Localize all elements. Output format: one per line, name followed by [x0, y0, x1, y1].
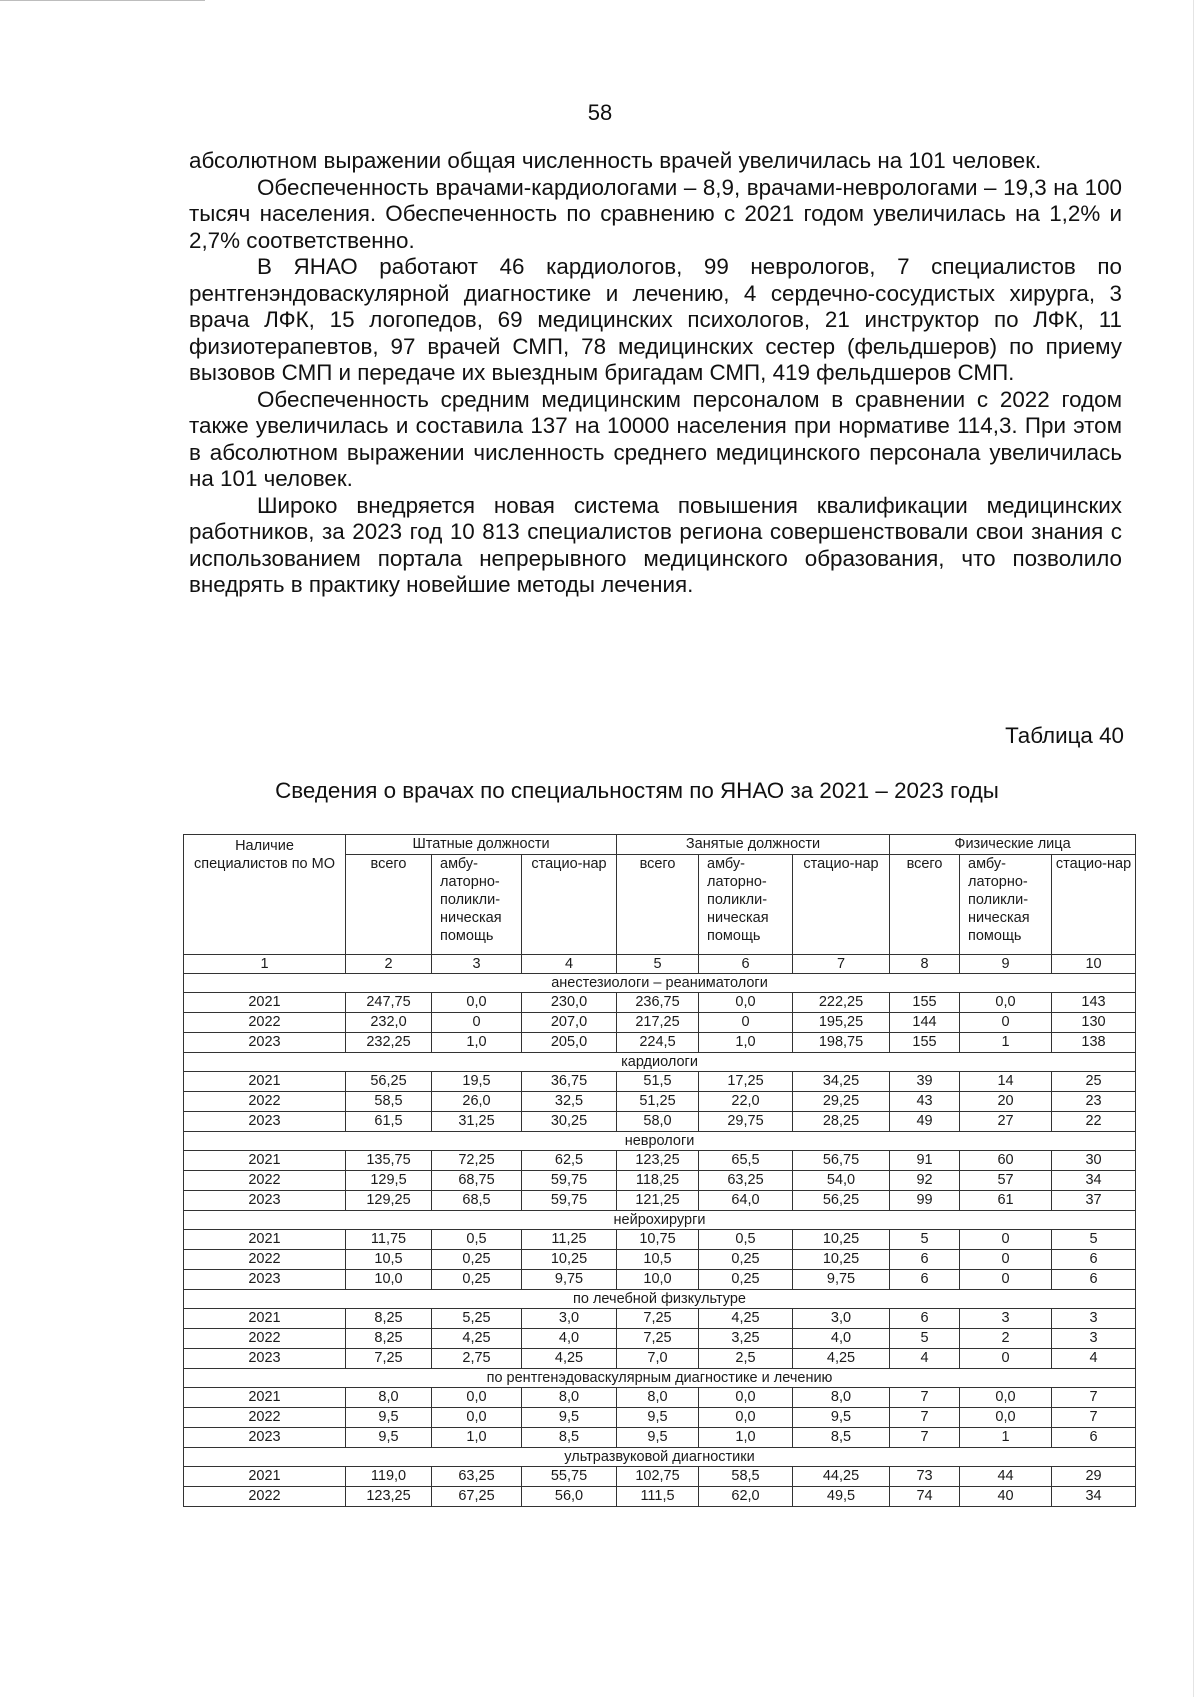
- value-cell: 0,0: [960, 1388, 1052, 1408]
- value-cell: 5: [890, 1329, 960, 1349]
- value-cell: 111,5: [617, 1487, 699, 1507]
- table-row: [184, 1309, 1136, 1329]
- column-number: 5: [617, 955, 699, 974]
- table-row: [184, 1112, 1136, 1132]
- year-cell: 2021: [184, 1388, 346, 1408]
- subheader-total: всего: [346, 855, 432, 955]
- value-cell: 29: [1052, 1467, 1136, 1487]
- section-title: нейрохирурги: [184, 1211, 1136, 1230]
- value-cell: 10,25: [793, 1250, 890, 1270]
- value-cell: 72,25: [432, 1151, 522, 1171]
- subheader-total: всего: [617, 855, 699, 955]
- value-cell: 73: [890, 1467, 960, 1487]
- value-cell: 9,5: [617, 1408, 699, 1428]
- table-row: [184, 1171, 1136, 1191]
- value-cell: 22,0: [699, 1092, 793, 1112]
- value-cell: 0: [699, 1013, 793, 1033]
- value-cell: 54,0: [793, 1171, 890, 1191]
- value-cell: 0,0: [699, 993, 793, 1013]
- paragraph: В ЯНАО работают 46 кардиологов, 99 неврологов, 7 специалистов по рентгенэндоваскулярной диагностике и лечению, 4 сердечно-сосудистых хирурга, 3 врача ЛФК, 15 логопедов, 69 медицинских психологов, 21 инструктор по ЛФК, 11 физиотерапевтов, 97 врачей СМП, 78 медицинских сестер (фельдшеров) по приему вызовов СМП и передаче их выездным бригадам СМП, 419 фельдшеров СМП.: [189, 254, 1122, 385]
- section-title: анестезиологи – реаниматологи: [184, 974, 1136, 993]
- table-row: [184, 1092, 1136, 1112]
- value-cell: 34,25: [793, 1072, 890, 1092]
- value-cell: 232,25: [346, 1033, 432, 1053]
- year-cell: 2022: [184, 1250, 346, 1270]
- value-cell: 67,25: [432, 1487, 522, 1507]
- value-cell: 143: [1052, 993, 1136, 1013]
- value-cell: 3: [1052, 1309, 1136, 1329]
- value-cell: 144: [890, 1013, 960, 1033]
- value-cell: 247,75: [346, 993, 432, 1013]
- value-cell: 58,0: [617, 1112, 699, 1132]
- value-cell: 198,75: [793, 1033, 890, 1053]
- value-cell: 4,0: [793, 1329, 890, 1349]
- table-row: [184, 1033, 1136, 1053]
- value-cell: 11,75: [346, 1230, 432, 1250]
- year-cell: 2023: [184, 1270, 346, 1290]
- paragraph: Обеспеченность врачами-кардиологами – 8,9, врачами-неврологами – 19,3 на 100 тысяч населения. Обеспеченность по сравнению с 2021 годом увеличилась на 1,2% и 2,7% соответственно.: [189, 174, 1122, 253]
- column-number-row: [184, 955, 1136, 974]
- value-cell: 7: [890, 1388, 960, 1408]
- scan-edge-line: [0, 0, 205, 1]
- column-number: 8: [890, 955, 960, 974]
- section-row: [184, 974, 1136, 993]
- year-cell: 2022: [184, 1171, 346, 1191]
- year-cell: 2021: [184, 1467, 346, 1487]
- value-cell: 123,25: [346, 1487, 432, 1507]
- value-cell: 39: [890, 1072, 960, 1092]
- value-cell: 0: [432, 1013, 522, 1033]
- value-cell: 56,25: [346, 1072, 432, 1092]
- value-cell: 51,25: [617, 1092, 699, 1112]
- value-cell: 0: [960, 1270, 1052, 1290]
- value-cell: 28,25: [793, 1112, 890, 1132]
- value-cell: 0,25: [432, 1250, 522, 1270]
- value-cell: 7: [890, 1428, 960, 1448]
- value-cell: 59,75: [522, 1191, 617, 1211]
- table-row: [184, 1151, 1136, 1171]
- value-cell: 1: [960, 1033, 1052, 1053]
- value-cell: 34: [1052, 1487, 1136, 1507]
- value-cell: 2,5: [699, 1349, 793, 1369]
- value-cell: 8,0: [617, 1388, 699, 1408]
- table-row: [184, 1428, 1136, 1448]
- value-cell: 99: [890, 1191, 960, 1211]
- year-cell: 2023: [184, 1033, 346, 1053]
- year-cell: 2021: [184, 1151, 346, 1171]
- value-cell: 0,5: [699, 1230, 793, 1250]
- year-cell: 2022: [184, 1092, 346, 1112]
- table-row: [184, 1349, 1136, 1369]
- table-row: [184, 1013, 1136, 1033]
- paragraph: Обеспеченность средним медицинским персоналом в сравнении с 2022 годом также увеличилась и составила 137 на 10000 населения при нормативе 114,3. При этом в абсолютном выражении численность среднего медицинского персонала увеличилась на 101 человек.: [189, 386, 1122, 491]
- value-cell: 0,0: [432, 993, 522, 1013]
- section-title: по рентгенэдоваскулярным диагностике и лечению: [184, 1369, 1136, 1388]
- value-cell: 61,5: [346, 1112, 432, 1132]
- value-cell: 57: [960, 1171, 1052, 1191]
- value-cell: 74: [890, 1487, 960, 1507]
- value-cell: 4,25: [432, 1329, 522, 1349]
- value-cell: 5: [890, 1230, 960, 1250]
- value-cell: 64,0: [699, 1191, 793, 1211]
- scan-edge-shadow: [1193, 0, 1194, 1697]
- header-group-occupied-positions: Занятые должности: [617, 835, 890, 855]
- column-number: 1: [184, 955, 346, 974]
- value-cell: 0,5: [432, 1230, 522, 1250]
- subheader-outpatient: амбу-латорно-поликли-ническая помощь: [432, 855, 522, 955]
- value-cell: 0,0: [699, 1388, 793, 1408]
- subheader-inpatient: стацио-нар: [1052, 855, 1136, 955]
- value-cell: 7,0: [617, 1349, 699, 1369]
- value-cell: 3: [1052, 1329, 1136, 1349]
- value-cell: 9,5: [346, 1428, 432, 1448]
- value-cell: 14: [960, 1072, 1052, 1092]
- value-cell: 91: [890, 1151, 960, 1171]
- value-cell: 62,0: [699, 1487, 793, 1507]
- value-cell: 0,25: [699, 1270, 793, 1290]
- value-cell: 4,0: [522, 1329, 617, 1349]
- value-cell: 0,0: [960, 1408, 1052, 1428]
- subheader-total: всего: [890, 855, 960, 955]
- value-cell: 60: [960, 1151, 1052, 1171]
- value-cell: 1: [960, 1428, 1052, 1448]
- value-cell: 0: [960, 1230, 1052, 1250]
- value-cell: 4: [1052, 1349, 1136, 1369]
- value-cell: 207,0: [522, 1013, 617, 1033]
- value-cell: 0,25: [432, 1270, 522, 1290]
- body-text: [189, 148, 1122, 599]
- value-cell: 10,0: [617, 1270, 699, 1290]
- value-cell: 11,25: [522, 1230, 617, 1250]
- value-cell: 8,5: [793, 1428, 890, 1448]
- section-title: по лечебной физкультуре: [184, 1290, 1136, 1309]
- table-row: [184, 1329, 1136, 1349]
- value-cell: 155: [890, 1033, 960, 1053]
- value-cell: 5,25: [432, 1309, 522, 1329]
- section-row: [184, 1290, 1136, 1309]
- table-row: [184, 993, 1136, 1013]
- value-cell: 4,25: [793, 1349, 890, 1369]
- value-cell: 10,0: [346, 1270, 432, 1290]
- value-cell: 155: [890, 993, 960, 1013]
- value-cell: 17,25: [699, 1072, 793, 1092]
- column-number: 10: [1052, 955, 1136, 974]
- value-cell: 6: [1052, 1270, 1136, 1290]
- value-cell: 222,25: [793, 993, 890, 1013]
- year-cell: 2021: [184, 1072, 346, 1092]
- value-cell: 7,25: [617, 1329, 699, 1349]
- value-cell: 4: [890, 1349, 960, 1369]
- value-cell: 68,5: [432, 1191, 522, 1211]
- value-cell: 217,25: [617, 1013, 699, 1033]
- table-row: [184, 1467, 1136, 1487]
- value-cell: 63,25: [432, 1467, 522, 1487]
- column-number: 9: [960, 955, 1052, 974]
- value-cell: 10,25: [793, 1230, 890, 1250]
- value-cell: 56,25: [793, 1191, 890, 1211]
- value-cell: 195,25: [793, 1013, 890, 1033]
- value-cell: 26,0: [432, 1092, 522, 1112]
- value-cell: 9,5: [522, 1408, 617, 1428]
- value-cell: 10,25: [522, 1250, 617, 1270]
- year-cell: 2022: [184, 1408, 346, 1428]
- value-cell: 8,0: [522, 1388, 617, 1408]
- value-cell: 25: [1052, 1072, 1136, 1092]
- value-cell: 58,5: [346, 1092, 432, 1112]
- section-row: [184, 1132, 1136, 1151]
- value-cell: 37: [1052, 1191, 1136, 1211]
- value-cell: 138: [1052, 1033, 1136, 1053]
- year-cell: 2022: [184, 1013, 346, 1033]
- year-cell: 2021: [184, 1230, 346, 1250]
- section-title: кардиологи: [184, 1053, 1136, 1072]
- value-cell: 43: [890, 1092, 960, 1112]
- value-cell: 8,0: [346, 1388, 432, 1408]
- value-cell: 92: [890, 1171, 960, 1191]
- value-cell: 1,0: [432, 1033, 522, 1053]
- value-cell: 65,5: [699, 1151, 793, 1171]
- subheader-outpatient: амбу-латорно-поликли-ническая помощь: [960, 855, 1052, 955]
- value-cell: 8,5: [522, 1428, 617, 1448]
- year-cell: 2022: [184, 1329, 346, 1349]
- table-row: [184, 1230, 1136, 1250]
- value-cell: 51,5: [617, 1072, 699, 1092]
- year-cell: 2023: [184, 1191, 346, 1211]
- value-cell: 56,75: [793, 1151, 890, 1171]
- value-cell: 44,25: [793, 1467, 890, 1487]
- value-cell: 6: [1052, 1250, 1136, 1270]
- value-cell: 19,5: [432, 1072, 522, 1092]
- paragraph: абсолютном выражении общая численность врачей увеличилась на 101 человек.: [189, 148, 1042, 173]
- value-cell: 0,0: [960, 993, 1052, 1013]
- value-cell: 61: [960, 1191, 1052, 1211]
- table-row: [184, 1388, 1136, 1408]
- value-cell: 9,75: [522, 1270, 617, 1290]
- value-cell: 205,0: [522, 1033, 617, 1053]
- value-cell: 7,25: [346, 1349, 432, 1369]
- value-cell: 6: [890, 1270, 960, 1290]
- value-cell: 7: [1052, 1408, 1136, 1428]
- value-cell: 3,0: [793, 1309, 890, 1329]
- subheader-inpatient: стацио-нар: [522, 855, 617, 955]
- header-group-staff-positions: Штатные должности: [346, 835, 617, 855]
- value-cell: 0,25: [699, 1250, 793, 1270]
- value-cell: 224,5: [617, 1033, 699, 1053]
- value-cell: 7,25: [617, 1309, 699, 1329]
- table-row: [184, 1408, 1136, 1428]
- value-cell: 6: [890, 1250, 960, 1270]
- value-cell: 0,0: [432, 1388, 522, 1408]
- value-cell: 121,25: [617, 1191, 699, 1211]
- value-cell: 7: [890, 1408, 960, 1428]
- value-cell: 0: [960, 1349, 1052, 1369]
- column-number: 2: [346, 955, 432, 974]
- value-cell: 29,75: [699, 1112, 793, 1132]
- value-cell: 102,75: [617, 1467, 699, 1487]
- value-cell: 2: [960, 1329, 1052, 1349]
- value-cell: 9,5: [617, 1428, 699, 1448]
- value-cell: 6: [1052, 1428, 1136, 1448]
- value-cell: 7: [1052, 1388, 1136, 1408]
- value-cell: 6: [890, 1309, 960, 1329]
- value-cell: 8,25: [346, 1329, 432, 1349]
- year-cell: 2023: [184, 1112, 346, 1132]
- section-title: неврологи: [184, 1132, 1136, 1151]
- value-cell: 1,0: [699, 1428, 793, 1448]
- value-cell: 30: [1052, 1151, 1136, 1171]
- value-cell: 3: [960, 1309, 1052, 1329]
- value-cell: 34: [1052, 1171, 1136, 1191]
- value-cell: 0: [960, 1250, 1052, 1270]
- value-cell: 58,5: [699, 1467, 793, 1487]
- value-cell: 62,5: [522, 1151, 617, 1171]
- table-row: [184, 1270, 1136, 1290]
- value-cell: 2,75: [432, 1349, 522, 1369]
- value-cell: 0: [960, 1013, 1052, 1033]
- value-cell: 23: [1052, 1092, 1136, 1112]
- value-cell: 22: [1052, 1112, 1136, 1132]
- value-cell: 9,5: [793, 1408, 890, 1428]
- section-row: [184, 1053, 1136, 1072]
- value-cell: 4,25: [699, 1309, 793, 1329]
- header-group-individuals: Физические лица: [890, 835, 1136, 855]
- value-cell: 49: [890, 1112, 960, 1132]
- value-cell: 0,0: [432, 1408, 522, 1428]
- value-cell: 118,25: [617, 1171, 699, 1191]
- value-cell: 230,0: [522, 993, 617, 1013]
- value-cell: 129,25: [346, 1191, 432, 1211]
- value-cell: 0,0: [699, 1408, 793, 1428]
- value-cell: 4,25: [522, 1349, 617, 1369]
- value-cell: 236,75: [617, 993, 699, 1013]
- table-label: Таблица 40: [1005, 723, 1124, 748]
- subheader-outpatient: амбу-латорно-поликли-ническая помощь: [699, 855, 793, 955]
- value-cell: 3,0: [522, 1309, 617, 1329]
- value-cell: 49,5: [793, 1487, 890, 1507]
- column-number: 7: [793, 955, 890, 974]
- value-cell: 9,5: [346, 1408, 432, 1428]
- year-cell: 2021: [184, 1309, 346, 1329]
- value-cell: 63,25: [699, 1171, 793, 1191]
- value-cell: 135,75: [346, 1151, 432, 1171]
- section-row: [184, 1211, 1136, 1230]
- table-row: [184, 1072, 1136, 1092]
- value-cell: 1,0: [699, 1033, 793, 1053]
- value-cell: 8,0: [793, 1388, 890, 1408]
- table-body: [184, 974, 1136, 1507]
- value-cell: 130: [1052, 1013, 1136, 1033]
- table-header-row-groups: [184, 835, 1136, 855]
- value-cell: 32,5: [522, 1092, 617, 1112]
- value-cell: 10,75: [617, 1230, 699, 1250]
- year-cell: 2023: [184, 1349, 346, 1369]
- subheader-inpatient: стацио-нар: [793, 855, 890, 955]
- column-number: 6: [699, 955, 793, 974]
- value-cell: 119,0: [346, 1467, 432, 1487]
- page-number: 58: [587, 100, 613, 125]
- table-row: [184, 1250, 1136, 1270]
- year-cell: 2022: [184, 1487, 346, 1507]
- value-cell: 1,0: [432, 1428, 522, 1448]
- value-cell: 44: [960, 1467, 1052, 1487]
- header-specialists: Наличие специалистов по МО: [184, 835, 346, 955]
- value-cell: 129,5: [346, 1171, 432, 1191]
- value-cell: 5: [1052, 1230, 1136, 1250]
- year-cell: 2021: [184, 993, 346, 1013]
- doctors-table: [183, 834, 1136, 1507]
- value-cell: 31,25: [432, 1112, 522, 1132]
- value-cell: 8,25: [346, 1309, 432, 1329]
- column-number: 3: [432, 955, 522, 974]
- value-cell: 20: [960, 1092, 1052, 1112]
- value-cell: 55,75: [522, 1467, 617, 1487]
- column-number: 4: [522, 955, 617, 974]
- section-row: [184, 1369, 1136, 1388]
- section-row: [184, 1448, 1136, 1467]
- value-cell: 59,75: [522, 1171, 617, 1191]
- value-cell: 68,75: [432, 1171, 522, 1191]
- value-cell: 3,25: [699, 1329, 793, 1349]
- value-cell: 36,75: [522, 1072, 617, 1092]
- value-cell: 232,0: [346, 1013, 432, 1033]
- value-cell: 30,25: [522, 1112, 617, 1132]
- table-row: [184, 1191, 1136, 1211]
- value-cell: 29,25: [793, 1092, 890, 1112]
- section-title: ультразвуковой диагностики: [184, 1448, 1136, 1467]
- value-cell: 56,0: [522, 1487, 617, 1507]
- value-cell: 10,5: [346, 1250, 432, 1270]
- value-cell: 40: [960, 1487, 1052, 1507]
- paragraph: Широко внедряется новая система повышения квалификации медицинских работников, за 2023 год 10 813 специалистов региона совершенствовали свои знания с использованием портала непрерывного медицинского образования, что позволило внедрять в практику новейшие методы лечения.: [189, 492, 1122, 597]
- year-cell: 2023: [184, 1428, 346, 1448]
- table-row: [184, 1487, 1136, 1507]
- value-cell: 27: [960, 1112, 1052, 1132]
- value-cell: 123,25: [617, 1151, 699, 1171]
- value-cell: 9,75: [793, 1270, 890, 1290]
- value-cell: 10,5: [617, 1250, 699, 1270]
- table-title: Сведения о врачах по специальностям по ЯНАО за 2021 – 2023 годы: [275, 778, 999, 803]
